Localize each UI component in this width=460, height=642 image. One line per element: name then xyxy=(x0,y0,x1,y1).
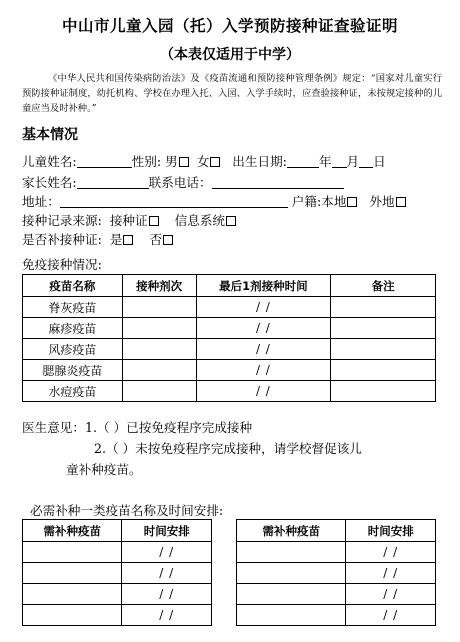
child-name-field[interactable] xyxy=(77,155,132,168)
doctor-option-1[interactable]: 1.（ ）已按免疫程序完成接种 xyxy=(84,420,253,435)
basic-info-heading: 基本情况 xyxy=(22,127,78,143)
male-label: 男 xyxy=(165,154,178,169)
catchup-vaccine-cell[interactable] xyxy=(23,605,122,626)
hukou-label: 户籍: xyxy=(291,194,322,209)
dose-count-cell[interactable] xyxy=(122,297,196,318)
month-label: 月 xyxy=(346,154,360,169)
row-parent-info xyxy=(22,172,344,191)
dose-count-cell[interactable] xyxy=(122,339,196,360)
intro-paragraph: 《中华人民共和国传染病防治法》及《疫苗流通和预防接种管理条例》规定：“国家对儿童实行预防接种证制度，幼托机构、学校在办理入托、入园、入学手续时，应查验接种证，未按规定接种的儿童应当及时补种。” xyxy=(22,73,442,114)
phone-field[interactable] xyxy=(212,176,344,189)
catchup-vaccine-cell[interactable] xyxy=(23,542,122,563)
remarks-cell[interactable] xyxy=(331,360,436,381)
time-cell[interactable]: / / xyxy=(122,563,212,584)
local-checkbox[interactable] xyxy=(347,197,357,207)
catchup-vaccine-cell[interactable] xyxy=(237,542,346,563)
header-catchup-vaccine: 需补种疫苗 xyxy=(23,520,122,542)
vaccine-name-cell: 脊灰疫苗 xyxy=(23,297,123,318)
schedule-label: 必需补种一类疫苗名称及时间安排: xyxy=(30,503,224,518)
doctor-option-2[interactable]: 2.（ ）未按免疫程序完成接种，请学校督促该儿 xyxy=(94,441,362,456)
info-system-label: 信息系统 xyxy=(174,213,225,228)
table-row xyxy=(23,360,436,381)
catchup-vaccine-cell[interactable] xyxy=(237,605,346,626)
male-checkbox[interactable] xyxy=(179,157,189,167)
info-system-checkbox[interactable] xyxy=(226,216,236,226)
row-child-info xyxy=(22,151,386,170)
certificate-label: 接种证 xyxy=(109,213,148,228)
year-label: 年 xyxy=(318,154,332,169)
header-vaccine-name: 疫苗名称 xyxy=(23,275,123,297)
table-row xyxy=(23,542,212,563)
vaccine-name-cell: 水痘疫苗 xyxy=(23,381,123,402)
birth-day-field[interactable] xyxy=(359,155,373,168)
schedule-left-header xyxy=(23,520,212,542)
time-cell[interactable]: / / xyxy=(122,542,212,563)
catchup-vaccine-cell[interactable] xyxy=(23,563,122,584)
row-address xyxy=(22,191,406,210)
table-row xyxy=(237,542,436,563)
time-cell[interactable]: / / xyxy=(122,584,212,605)
address-label: 地址： xyxy=(22,194,60,209)
catchup-vaccine-cell[interactable] xyxy=(237,563,346,584)
dose-count-cell[interactable] xyxy=(122,318,196,339)
table-row xyxy=(237,584,436,605)
yes-checkbox[interactable] xyxy=(123,235,133,245)
time-cell[interactable]: / / xyxy=(346,584,436,605)
last-dose-time-cell[interactable]: / / xyxy=(196,297,331,318)
table-row xyxy=(23,605,212,626)
catchup-vaccine-cell[interactable] xyxy=(23,584,122,605)
table-row xyxy=(23,563,212,584)
nonlocal-label: 外地 xyxy=(369,194,395,209)
catchup-vaccine-cell[interactable] xyxy=(237,584,346,605)
day-label: 日 xyxy=(373,154,386,169)
header-dose-count: 接种剂次 xyxy=(122,275,196,297)
birth-date-label: 出生日期: xyxy=(232,154,287,169)
need-catchup-label: 是否补接种证: xyxy=(22,232,102,247)
record-source-label: 接种记录来源: xyxy=(22,213,102,228)
birth-month-field[interactable] xyxy=(332,155,347,168)
table-row xyxy=(23,297,436,318)
header-remarks: 备注 xyxy=(331,275,436,297)
table-row xyxy=(23,339,436,360)
doctor-opinion-line1 xyxy=(22,417,252,436)
time-cell[interactable]: / / xyxy=(346,605,436,626)
vaccine-name-cell: 麻疹疫苗 xyxy=(23,318,123,339)
local-label: 本地 xyxy=(321,194,347,209)
phone-label: 联系电话： xyxy=(148,175,212,190)
page-title: 中山市儿童入园（托）入学预防接种证查验证明 xyxy=(61,17,398,35)
time-cell[interactable]: / / xyxy=(346,542,436,563)
doctor-opinion-label: 医生意见： xyxy=(22,420,85,435)
birth-year-field[interactable] xyxy=(287,155,319,168)
last-dose-time-cell[interactable]: / / xyxy=(196,360,331,381)
last-dose-time-cell[interactable]: / / xyxy=(196,339,331,360)
address-field[interactable] xyxy=(60,195,288,208)
last-dose-time-cell[interactable]: / / xyxy=(196,381,331,402)
last-dose-time-cell[interactable]: / / xyxy=(196,318,331,339)
gender-label: 性别: xyxy=(131,154,162,169)
page-subtitle: （本表仅适用于中学） xyxy=(160,47,300,63)
header-time-arrangement: 时间安排 xyxy=(346,520,436,542)
female-label: 女 xyxy=(196,154,210,169)
nonlocal-checkbox[interactable] xyxy=(396,197,406,207)
table-row xyxy=(23,381,436,402)
header-last-dose-time: 最后1剂接种时间 xyxy=(196,275,331,297)
vaccine-name-cell: 腮腺炎疫苗 xyxy=(23,360,123,381)
schedule-table-left xyxy=(22,519,212,626)
vaccine-table xyxy=(22,274,436,402)
dose-count-cell[interactable] xyxy=(122,381,196,402)
dose-count-cell[interactable] xyxy=(122,360,196,381)
header-catchup-vaccine: 需补种疫苗 xyxy=(237,520,346,542)
remarks-cell[interactable] xyxy=(331,381,436,402)
table-row xyxy=(237,563,436,584)
parent-name-label: 家长姓名: xyxy=(22,175,77,190)
child-name-label: 儿童姓名: xyxy=(22,154,77,169)
remarks-cell[interactable] xyxy=(331,339,436,360)
certificate-checkbox[interactable] xyxy=(149,216,159,226)
no-label: 否 xyxy=(149,232,163,247)
table-row xyxy=(23,584,212,605)
header-time-arrangement: 时间安排 xyxy=(122,520,212,542)
row-record-source xyxy=(22,210,236,229)
yes-label: 是 xyxy=(109,232,123,247)
schedule-table-right xyxy=(236,519,436,626)
female-checkbox[interactable] xyxy=(210,157,220,167)
doctor-option-2-cont: 童补种疫苗。 xyxy=(66,462,142,477)
time-cell[interactable]: / / xyxy=(346,563,436,584)
vaccine-table-header xyxy=(23,275,436,297)
remarks-cell[interactable] xyxy=(331,297,436,318)
time-cell[interactable]: / / xyxy=(122,605,212,626)
table-row xyxy=(23,318,436,339)
remarks-cell[interactable] xyxy=(331,318,436,339)
table-row xyxy=(237,605,436,626)
row-catchup xyxy=(22,229,173,248)
no-checkbox[interactable] xyxy=(163,235,173,245)
parent-name-field[interactable] xyxy=(77,176,149,189)
vaccination-heading: 免疫接种情况: xyxy=(22,257,102,272)
schedule-right-header xyxy=(237,520,436,542)
vaccine-name-cell: 风疹疫苗 xyxy=(23,339,123,360)
